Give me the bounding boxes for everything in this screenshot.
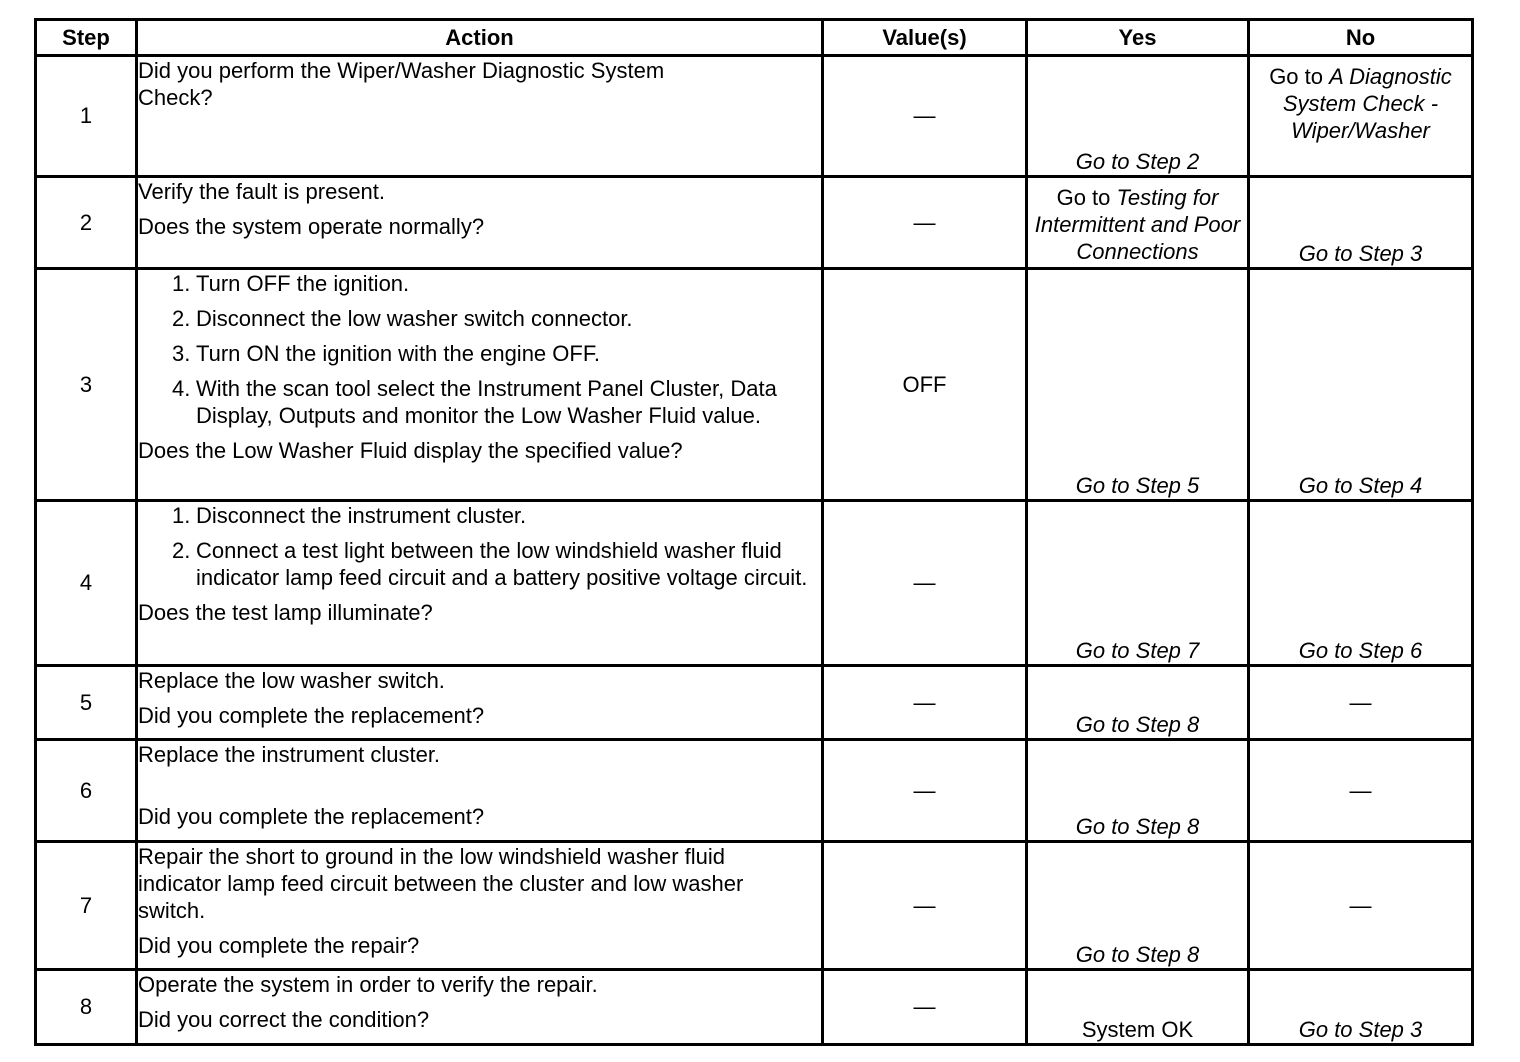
no-cell [1249, 501, 1473, 666]
step-number: 3 [36, 269, 137, 501]
table-row [36, 56, 1473, 177]
header-values: Value(s) [823, 20, 1027, 56]
step-number: 1 [36, 56, 137, 177]
no-cell [1249, 666, 1473, 740]
yes-cell [1027, 740, 1249, 842]
yes-cell [1027, 842, 1249, 970]
list-item [172, 270, 821, 297]
no-link[interactable]: Go to Step 3 [1298, 1017, 1423, 1042]
list-item-text: Turn ON the ignition with the engine OFF. [196, 341, 600, 366]
table-row [36, 970, 1473, 1045]
list-item-number: 3. [172, 341, 191, 366]
action-list [138, 270, 821, 429]
value-cell: OFF [823, 269, 1027, 501]
no-link[interactable]: Go to Step 4 [1298, 473, 1423, 498]
yes-link[interactable]: Go to Step 2 [1075, 149, 1200, 174]
action-cell [137, 666, 823, 740]
action-question: Did you complete the replacement? [138, 804, 485, 829]
list-item-text: Connect a test light between the low windshield washer fluid indicator lamp feed circuit and a battery positive voltage circuit. [196, 538, 808, 590]
header-row [36, 20, 1473, 56]
yes-link[interactable]: Testing for Intermittent and Poor Connections [1034, 185, 1241, 264]
action-text: Repair the short to ground in the low windshield washer fluid indicator lamp feed circuit between the cluster and low washer switch. [138, 844, 744, 923]
list-item-text: With the scan tool select the Instrument Panel Cluster, Data Display, Outputs and monitor the Low Washer Fluid value. [196, 376, 777, 428]
step-number: 5 [36, 666, 137, 740]
no-cell [1249, 740, 1473, 842]
step-number: 8 [36, 970, 137, 1045]
yes-cell [1027, 269, 1249, 501]
list-item [172, 305, 821, 332]
no-prefix: — [1349, 690, 1372, 715]
value-cell: — [823, 501, 1027, 666]
no-cell [1249, 269, 1473, 501]
table-row [36, 842, 1473, 970]
table-row [36, 740, 1473, 842]
header-yes: Yes [1027, 20, 1249, 56]
action-cell [137, 501, 823, 666]
list-item-text: Disconnect the instrument cluster. [196, 503, 527, 528]
list-item-number: 2. [172, 538, 191, 563]
header-step: Step [36, 20, 137, 56]
no-cell [1249, 56, 1473, 177]
action-question: Did you correct the condition? [138, 1007, 430, 1032]
table-row [36, 269, 1473, 501]
header-no: No [1249, 20, 1473, 56]
action-text: Replace the low washer switch. [138, 668, 445, 693]
value-cell: — [823, 177, 1027, 269]
action-question: Does the system operate normally? [138, 214, 485, 239]
action-cell [137, 56, 823, 177]
action-text: Verify the fault is present. [138, 179, 386, 204]
header-action: Action [137, 20, 823, 56]
list-item-number: 1. [172, 503, 191, 528]
step-number: 4 [36, 501, 137, 666]
no-cell [1249, 970, 1473, 1045]
list-item-number: 1. [172, 271, 191, 296]
yes-prefix: System OK [1081, 1017, 1194, 1042]
yes-prefix: Go to [1056, 185, 1117, 210]
no-cell [1249, 177, 1473, 269]
step-number: 2 [36, 177, 137, 269]
value-cell: — [823, 56, 1027, 177]
yes-link[interactable]: Go to Step 7 [1075, 638, 1200, 663]
action-cell [137, 970, 823, 1045]
yes-cell [1027, 666, 1249, 740]
action-text: Replace the instrument cluster. [138, 742, 441, 767]
yes-link[interactable]: Go to Step 8 [1075, 942, 1200, 967]
no-prefix: — [1349, 893, 1372, 918]
list-item-text: Turn OFF the ignition. [196, 271, 410, 296]
step-number: 6 [36, 740, 137, 842]
list-item [172, 537, 821, 591]
action-question: Did you complete the repair? [138, 933, 420, 958]
action-question: Does the test lamp illuminate? [138, 600, 433, 625]
yes-cell [1027, 501, 1249, 666]
action-list [138, 502, 821, 591]
yes-cell [1027, 970, 1249, 1045]
action-text: Did you perform the Wiper/Washer Diagnostic System Check? [138, 58, 665, 110]
list-item [172, 340, 821, 367]
no-link[interactable]: Go to Step 6 [1298, 638, 1423, 663]
value-cell: — [823, 842, 1027, 970]
action-text: Operate the system in order to verify the repair. [138, 972, 598, 997]
table-row [36, 177, 1473, 269]
value-cell: — [823, 970, 1027, 1045]
action-cell [137, 269, 823, 501]
no-prefix: — [1349, 778, 1372, 803]
diagnostic-table [34, 18, 1474, 1046]
no-cell [1249, 842, 1473, 970]
table-row [36, 501, 1473, 666]
value-cell: — [823, 740, 1027, 842]
yes-link[interactable]: Go to Step 8 [1075, 712, 1200, 737]
action-cell [137, 740, 823, 842]
no-link[interactable]: A Diagnostic System Check - Wiper/Washer [1282, 64, 1452, 143]
action-cell [137, 842, 823, 970]
list-item [172, 375, 821, 429]
list-item-number: 2. [172, 306, 191, 331]
no-link[interactable]: Go to Step 3 [1298, 241, 1423, 266]
yes-cell [1027, 177, 1249, 269]
yes-cell [1027, 56, 1249, 177]
list-item-number: 4. [172, 376, 191, 401]
yes-link[interactable]: Go to Step 5 [1075, 473, 1200, 498]
table-row [36, 666, 1473, 740]
list-item [172, 502, 821, 529]
action-cell [137, 177, 823, 269]
yes-link[interactable]: Go to Step 8 [1075, 814, 1200, 839]
step-number: 7 [36, 842, 137, 970]
no-prefix: Go to [1269, 64, 1330, 89]
list-item-text: Disconnect the low washer switch connector. [196, 306, 633, 331]
action-question: Does the Low Washer Fluid display the specified value? [138, 438, 683, 463]
value-cell: — [823, 666, 1027, 740]
action-question: Did you complete the replacement? [138, 703, 485, 728]
